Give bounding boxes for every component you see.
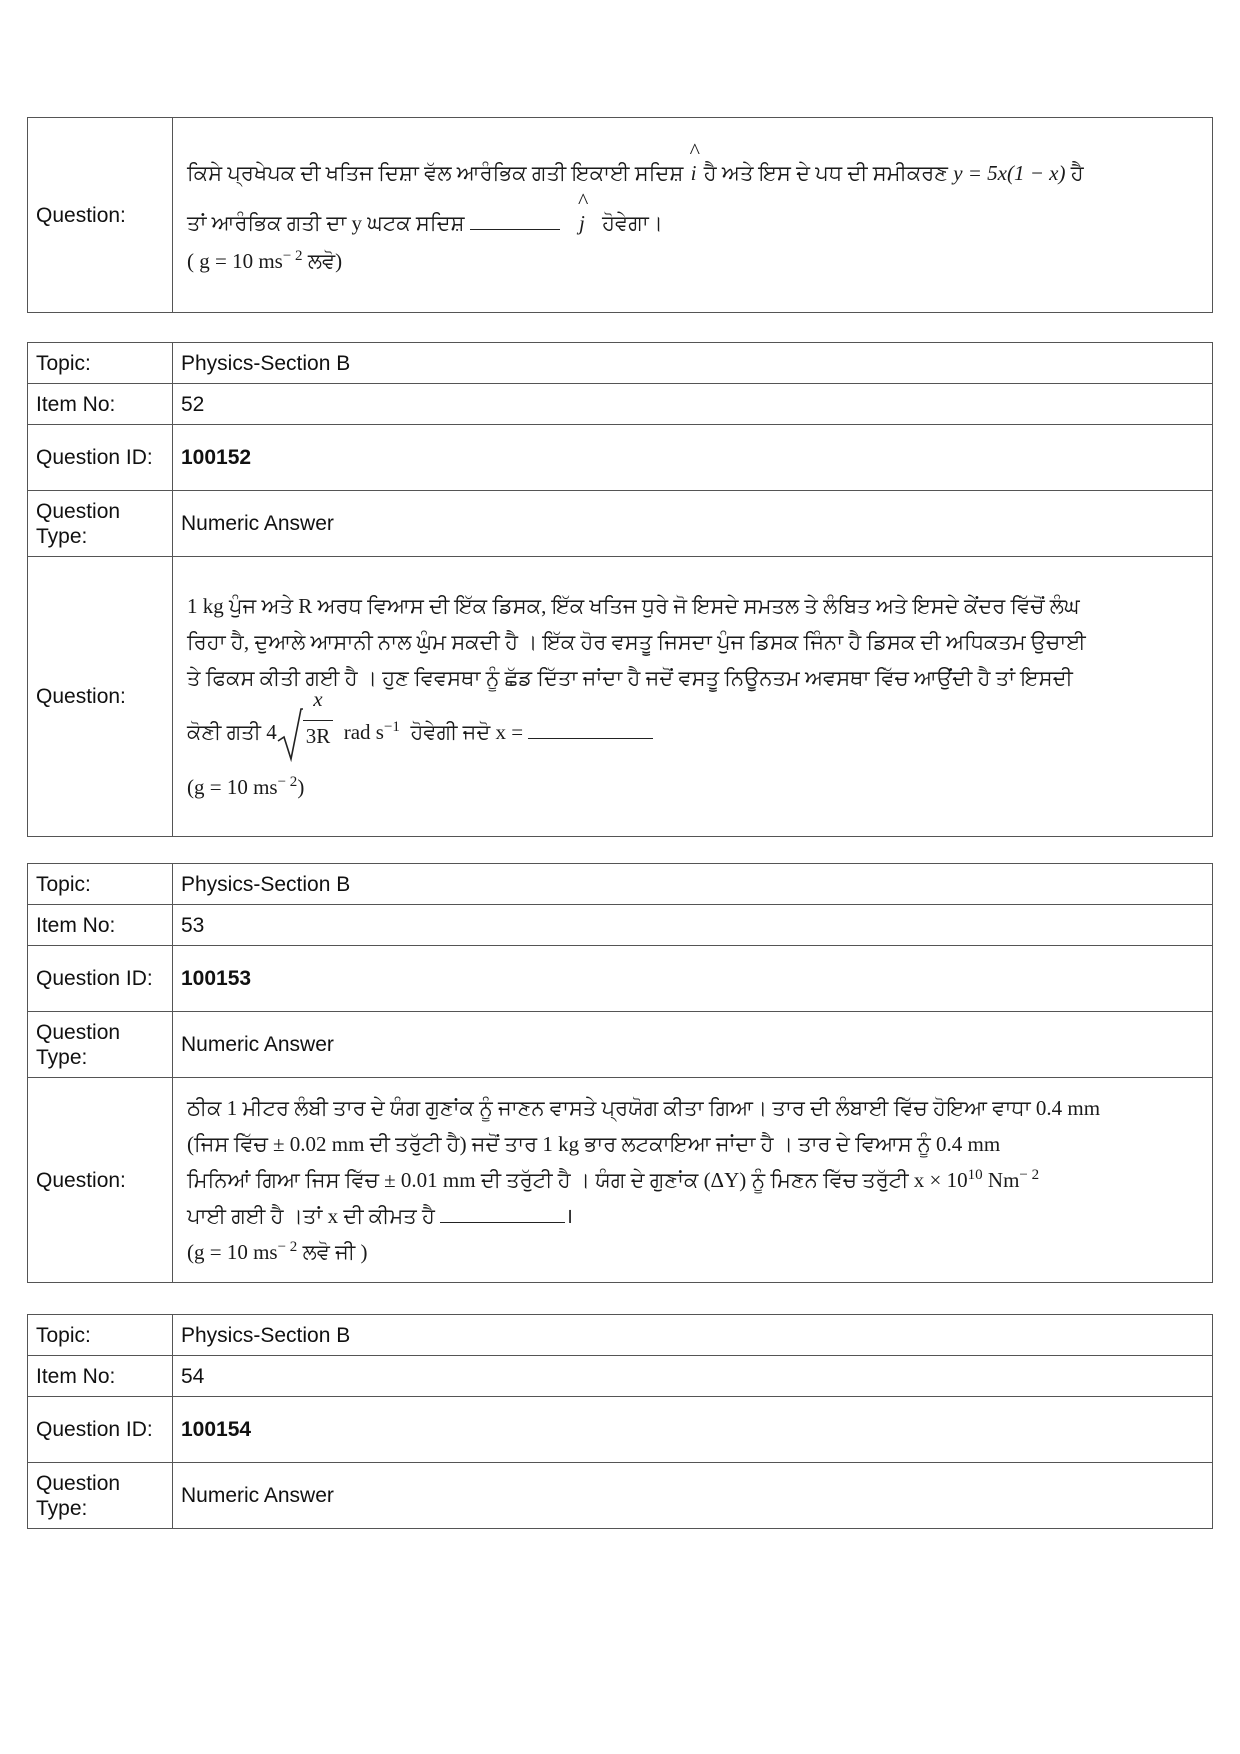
question-type-value: Numeric Answer: [173, 1012, 1213, 1078]
question-label: Question:: [28, 118, 173, 313]
fraction: [303, 687, 334, 749]
q52-gravity-sup: − 2: [277, 773, 298, 790]
sqrt-expression: [277, 687, 334, 763]
fraction-denominator: 3R: [305, 724, 331, 749]
answer-blank: [528, 718, 653, 739]
question-label: Question:: [28, 557, 173, 837]
q51-line2-end: ਹੋਵੇਗਾ।: [602, 211, 663, 235]
item-no-value: 53: [173, 905, 1213, 946]
q53-line4-post: ।: [565, 1204, 574, 1228]
q52-unit-sup: −1: [383, 719, 400, 736]
question-id-label: Question ID:: [28, 946, 173, 1012]
q53-line2: (ਜਿਸ ਵਿੱਚ ± 0.02 mm ਦੀ ਤਰੁੱਟੀ ਹੈ) ਜਦੋਂ ਤਾਰ 1 kg ਭਾਰ ਲਟਕਾਇਆ ਜਾਂਦਾ ਹੈ । ਤਾਰ ਦੇ ਵਿਆਸ ਨੂੰ 0.4 mm: [187, 1132, 1001, 1156]
question-label: Question:: [28, 1078, 173, 1283]
question-id-label: Question ID:: [28, 1397, 173, 1463]
unit-vector-i: ^ i: [689, 156, 699, 190]
q52-unit: rad s: [343, 720, 384, 745]
topic-label: Topic:: [28, 1315, 173, 1356]
question-id-label: Question ID:: [28, 425, 173, 491]
answer-blank: [440, 1202, 565, 1223]
q51-gravity-pre: ( g = 10 ms: [187, 249, 283, 273]
q52-line1: 1 kg ਪੁੰਜ ਅਤੇ R ਅਰਧ ਵਿਆਸ ਦੀ ਇੱਕ ਡਿਸਕ, ਇੱਕ ਖਤਿਜ ਧੁਰੇ ਜੋ ਇਸਦੇ ਸਮਤਲ ਤੇ ਲੰਬਿਤ ਅਤੇ ਇਸਦੇ ਕੇਂਦਰ ਵਿੱਚੋਂ ਲੰਘ: [187, 594, 1080, 619]
q53-gravity-pre: (g = 10 ms: [187, 1240, 278, 1264]
question-type-value: Numeric Answer: [173, 491, 1213, 557]
topic-value: Physics-Section B: [173, 1315, 1213, 1356]
question-id-value: 100153: [173, 946, 1213, 1012]
question-block-53: [27, 863, 1213, 1283]
item-no-value: 54: [173, 1356, 1213, 1397]
q52-gravity-pre: (g = 10 ms: [187, 774, 278, 799]
q53-line3-pre: ਮਿਨਿਆਂ ਗਿਆ ਜਿਸ ਵਿੱਚ ± 0.01 mm ਦੀ ਤਰੁੱਟੀ ਹੈ । ਯੰਗ ਦੇ ਗੁਣਾਂਕ (ΔY) ਨੂੰ ਮਿਣਨ ਵਿੱਚ ਤਰੁੱਟੀ x × 10: [187, 1168, 968, 1192]
question-type-value: Numeric Answer: [173, 1463, 1213, 1529]
question-text: [173, 118, 1213, 313]
q53-line1: ਠੀਕ 1 ਮੀਟਰ ਲੰਬੀ ਤਾਰ ਦੇ ਯੰਗ ਗੁਣਾਂਕ ਨੂੰ ਜਾਣਨ ਵਾਸਤੇ ਪ੍ਰਯੋਗ ਕੀਤਾ ਗਿਆ। ਤਾਰ ਦੀ ਲੰਬਾਈ ਵਿੱਚ ਹੋਇਆ ਵਾਧਾ 0.4 mm: [187, 1096, 1101, 1120]
question-type-label: Question Type:: [28, 491, 173, 557]
question-text: [173, 1078, 1213, 1283]
q51-line1-mid: ਹੈ ਅਤੇ ਇਸ ਦੇ ਪਧ ਦੀ ਸਮੀਕਰਣ: [703, 161, 948, 185]
q53-line3-mid: Nm: [982, 1168, 1020, 1192]
q51-line1-end: ਹੈ: [1070, 161, 1084, 185]
q53-gravity-post: ਲਵੋ ਜੀ ): [302, 1240, 368, 1264]
question-id-value: 100154: [173, 1397, 1213, 1463]
question-type-label: Question Type:: [28, 1463, 173, 1529]
q51-line2-text: ਤਾਂ ਆਰੰਭਿਕ ਗਤੀ ਦਾ y ਘਟਕ ਸਦਿਸ਼: [187, 211, 465, 235]
question-text: [173, 557, 1213, 837]
topic-value: Physics-Section B: [173, 343, 1213, 384]
q51-gravity-post: ਲਵੋ): [307, 249, 343, 273]
topic-value: Physics-Section B: [173, 864, 1213, 905]
q53-line4-pre: ਪਾਈ ਗਈ ਹੈ ।ਤਾਂ x ਦੀ ਕੀਮਤ ਹੈ: [187, 1204, 435, 1228]
question-block-54: [27, 1314, 1213, 1529]
q51-line1-text: ਕਿਸੇ ਪ੍ਰਖੇਪਕ ਦੀ ਖਤਿਜ ਦਿਸ਼ਾ ਵੱਲ ਆਰੰਭਿਕ ਗਤੀ ਇਕਾਈ ਸਦਿਸ਼: [187, 161, 684, 185]
radical-sign: [277, 707, 303, 763]
q52-line4-pre: ਕੋਣੀ ਗਤੀ 4: [187, 720, 277, 745]
q52-line4-post: ਹੋਵੇਗੀ ਜਦੋ x =: [410, 720, 524, 745]
q51-equation: y = 5x(1 − x): [953, 161, 1066, 185]
q52-gravity-post: ): [297, 774, 305, 799]
item-no-value: 52: [173, 384, 1213, 425]
topic-label: Topic:: [28, 343, 173, 384]
answer-blank: [470, 209, 560, 230]
q52-line3: ਤੇ ਫਿਕਸ ਕੀਤੀ ਗਈ ਹੈ । ਹੁਣ ਵਿਵਸਥਾ ਨੂੰ ਛੱਡ ਦਿੱਤਾ ਜਾਂਦਾ ਹੈ ਜਦੋਂ ਵਸਤੂ ਨਿਊਨਤਮ ਅਵਸਥਾ ਵਿੱਚ ਆਉਂਦੀ ਹੈ ਤਾਂ ਇਸਦੀ: [187, 666, 1073, 691]
item-no-label: Item No:: [28, 1356, 173, 1397]
item-no-label: Item No:: [28, 905, 173, 946]
q53-unit-sup: − 2: [1019, 1167, 1040, 1183]
question-type-label: Question Type:: [28, 1012, 173, 1078]
question-block-52: [27, 342, 1213, 837]
unit-vector-j: ^ j: [577, 206, 587, 240]
question-block-51: [27, 117, 1213, 313]
topic-label: Topic:: [28, 864, 173, 905]
q52-line2: ਰਿਹਾ ਹੈ, ਦੁਆਲੇ ਆਸਾਨੀ ਨਾਲ ਘੁੰਮ ਸਕਦੀ ਹੈ । ਇੱਕ ਹੋਰ ਵਸਤੂ ਜਿਸਦਾ ਪੁੰਜ ਡਿਸਕ ਜਿੰਨਾ ਹੈ ਡਿਸਕ ਦੀ ਅਧਿਕਤਮ ਉਚਾਈ: [187, 630, 1086, 655]
q51-gravity-sup: − 2: [282, 248, 303, 264]
item-no-label: Item No:: [28, 384, 173, 425]
q53-exp: 10: [967, 1167, 983, 1183]
q53-gravity-sup: − 2: [277, 1239, 298, 1255]
fraction-numerator: x: [313, 687, 323, 712]
question-id-value: 100152: [173, 425, 1213, 491]
